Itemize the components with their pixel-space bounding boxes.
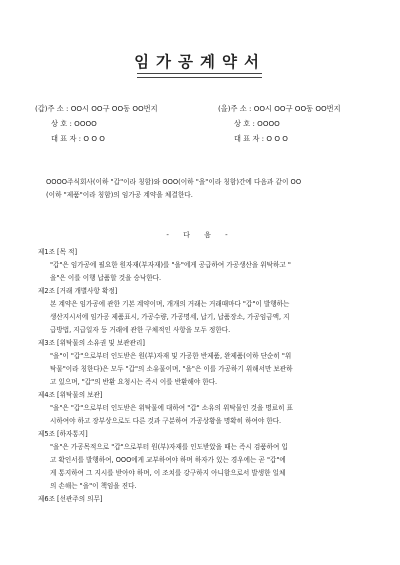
article-text-line: "을"이 "갑"으로부터 인도받은 원(부)자재 및 가공한 반제품, 완제품(이하 단순히 "위 bbox=[50, 352, 292, 360]
party-b-address: (을)주 소 : OO시 OO구 OO동 OO번지 bbox=[218, 104, 341, 113]
party-a-address: (갑)주 소 : OO시 OO구 OO동 OO번지 bbox=[35, 104, 158, 113]
article-text-line: 을"은 이를 이행 납품할 것을 승낙한다. bbox=[50, 274, 162, 282]
article-2 bbox=[38, 285, 378, 337]
intro-line: OOOO주식회사(이하 "갑"이라 칭함)와 OOO(이하 "을"이라 칭함)간에 다음과 같이 OO bbox=[46, 178, 302, 186]
party-b-representative: 대 표 자 : O O O bbox=[234, 134, 288, 143]
article-heading: 제3조 [위탁물의 소유권 및 보관관리] bbox=[38, 339, 145, 347]
article-6 bbox=[38, 493, 378, 506]
article-text-line: 고 있으며, "갑"의 반환 요청시는 즉시 이를 반환해야 한다. bbox=[50, 378, 218, 386]
document-title: 임가공계약서 bbox=[134, 53, 266, 71]
article-text-line: "을"은 가공목적으로 "갑"으로부터 원(부)자재를 인도받았을 때는 즉시 검품하여 입 bbox=[50, 443, 288, 451]
article-text-line: 고 확인서를 발행하여, OOO에게 교부하여야 하며 하자가 있는 경우에는 곧 "갑"에 bbox=[50, 456, 286, 464]
article-heading: 제4조 [위탁물의 보관] bbox=[38, 391, 103, 399]
article-heading: 제2조 [거래 개별사항 확정] bbox=[38, 287, 118, 295]
article-text-line: 본 계약은 임가공에 관한 기본 계약이며, 개개의 거래는 거래때마다 "갑"이 발행하는 bbox=[50, 300, 290, 308]
article-1 bbox=[38, 246, 378, 285]
article-text-line: 의 손해는 "을"이 책임을 진다. bbox=[50, 482, 137, 490]
article-text-line: 시하여야 하고 장부상으로도 다른 것과 구분하여 가공상황을 명확히 하여야 한다. bbox=[50, 417, 282, 425]
article-text-line: "갑"은 임가공에 필요한 원자재(부자재)를 "을"에게 공급하여 가공생산을 위탁하고 " bbox=[50, 261, 291, 269]
article-text-line: 게 통지하여 그 지시를 받아야 하며, 이 조치를 강구하지 아니함으로서 발생한 일체 bbox=[50, 469, 286, 477]
article-4 bbox=[38, 389, 378, 428]
article-5 bbox=[38, 428, 378, 493]
title-double-underline bbox=[137, 73, 262, 78]
intro-paragraph bbox=[46, 176, 366, 201]
articles-list bbox=[38, 246, 378, 506]
party-a-representative: 대 표 자 : O O O bbox=[51, 134, 105, 143]
article-text-line: "을"은 "갑"으로부터 인도받은 위탁물에 대하여 "갑" 소유의 위탁물인 것을 명료히 표 bbox=[50, 404, 293, 412]
party-b-name: 상 호 : OOOO bbox=[234, 119, 280, 128]
article-3 bbox=[38, 337, 378, 389]
party-a-name: 상 호 : OOOO bbox=[51, 119, 97, 128]
article-text-line: 생산지시서에 임가공 제품표시, 가공수량, 가공명세, 납기, 납품장소, 가공임금액, 지 bbox=[50, 313, 290, 321]
intro-line: (이하 "제품"이라 칭함)의 임가공 계약을 체결한다. bbox=[46, 190, 193, 199]
party-a-block bbox=[35, 101, 158, 146]
article-heading: 제5조 [하자통지] bbox=[38, 430, 88, 438]
party-b-block bbox=[218, 101, 341, 146]
article-text-line: 탁물"이라 칭한다)은 모두 "갑"의 소유물이며, "을"은 이를 가공하기 위해서만 보관하 bbox=[50, 365, 293, 373]
article-heading: 제1조 [목 적] bbox=[38, 248, 78, 256]
section-divider-label: - 다 음 - bbox=[166, 231, 234, 239]
article-text-line: 급방법, 지급일자 등 거래에 관한 구체적인 사항을 모두 정한다. bbox=[50, 326, 231, 334]
article-heading: 제6조 [선관주의 의무] bbox=[38, 495, 103, 503]
